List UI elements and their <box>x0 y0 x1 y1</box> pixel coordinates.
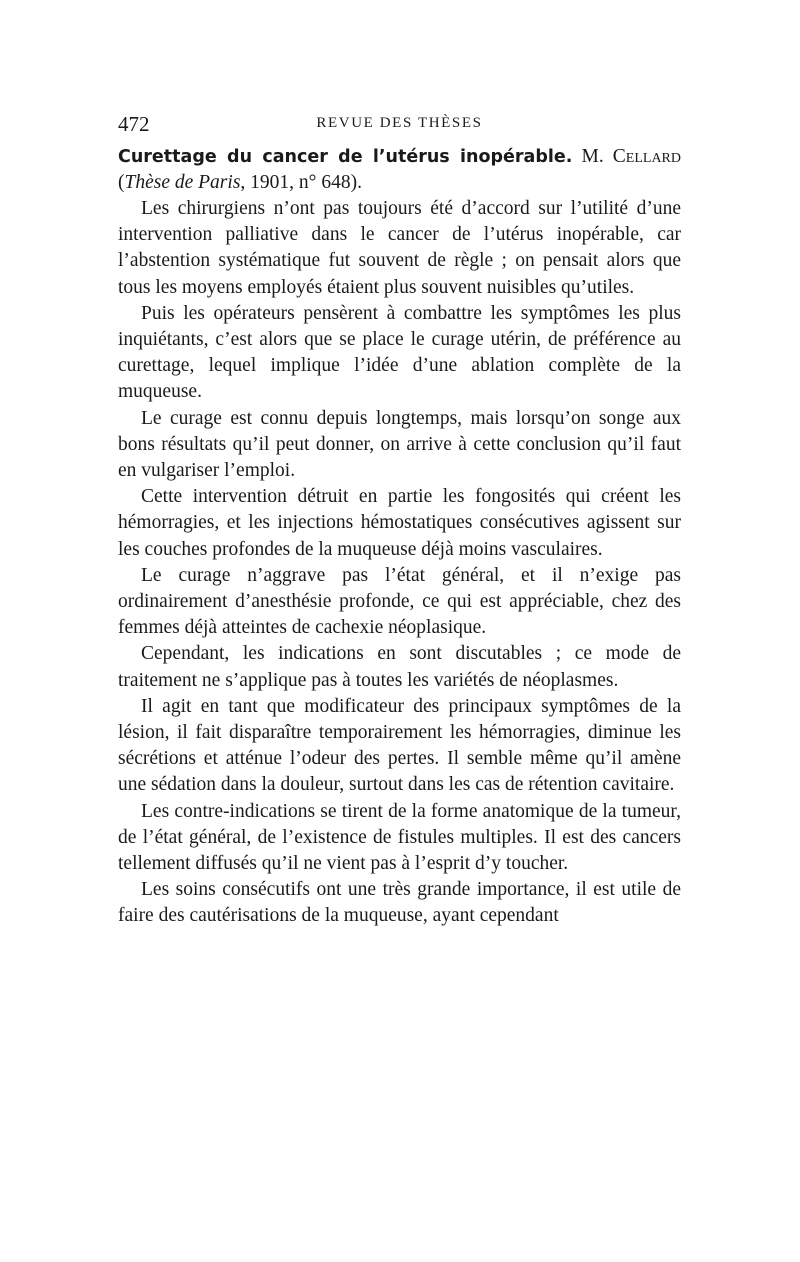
journal-title: REVUE DES THÈSES <box>316 115 483 131</box>
paragraph: Le curage est connu depuis longtemps, mais lorsqu’on songe aux bons résultats qu’il peut donner, on arrive à cette conclusion qu’il faut en vulgariser l’emploi. <box>118 407 681 482</box>
ref-open: ( <box>118 172 125 193</box>
running-head <box>118 112 681 140</box>
paragraph: Les chirurgiens n’ont pas toujours été d’accord sur l’utilité d’une intervention palliative dans le cancer de l’utérus inopérable, car l’abstention systématique fut souvent de règle ; on pensait alors que tous les moyens employés étaient plus souvent nuisibles qu’utiles. <box>118 198 681 298</box>
article-heading <box>118 144 681 196</box>
paragraph: Il agit en tant que modificateur des principaux symptômes de la lésion, il fait disparaître temporairement les hémorragies, diminue les sécrétions et atténue l’odeur des pertes. Il semble même qu’il amène une sédation dans la douleur, surtout dans les cas de rétention cavitaire. <box>118 695 681 796</box>
article-body <box>118 196 681 930</box>
paragraph: Puis les opérateurs pensèrent à combattre les symptômes les plus inquiétants, c’est alors que se place le curage utérin, de préférence au curettage, lequel implique l’idée d’une ablation complète de la muqueuse. <box>118 302 681 403</box>
article-author: M. Cellard <box>581 146 682 167</box>
page-number: 472 <box>118 112 150 136</box>
paragraph: Cependant, les indications en sont discutables ; ce mode de traitement ne s’applique pas à toutes les variétés de néoplasmes. <box>118 643 681 691</box>
article-title: Curettage du cancer de l’utérus inopérable. <box>118 147 573 167</box>
ref-source: Thèse de Paris <box>124 172 241 193</box>
document-page <box>118 112 681 930</box>
ref-details: , 1901, n° 648). <box>240 172 362 193</box>
paragraph: Le curage n’aggrave pas l’état général, et il n’exige pas ordinairement d’anesthésie profonde, ce qui est appréciable, chez des femmes déjà atteintes de cachexie néoplasique. <box>118 564 681 639</box>
paragraph: Les contre-indications se tirent de la forme anatomique de la tumeur, de l’état général, de l’existence de fistules multiples. Il est des cancers tellement diffusés qu’il ne vient pas à l’esprit d’y toucher. <box>118 800 681 875</box>
paragraph: Cette intervention détruit en partie les fongosités qui créent les hémorragies, et les injections hémostatiques consécutives agissent sur les couches profondes de la muqueuse déjà moins vasculaires. <box>118 486 681 560</box>
paragraph: Les soins consécutifs ont une très grande importance, il est utile de faire des cautérisations de la muqueuse, ayant cependant <box>118 879 681 927</box>
